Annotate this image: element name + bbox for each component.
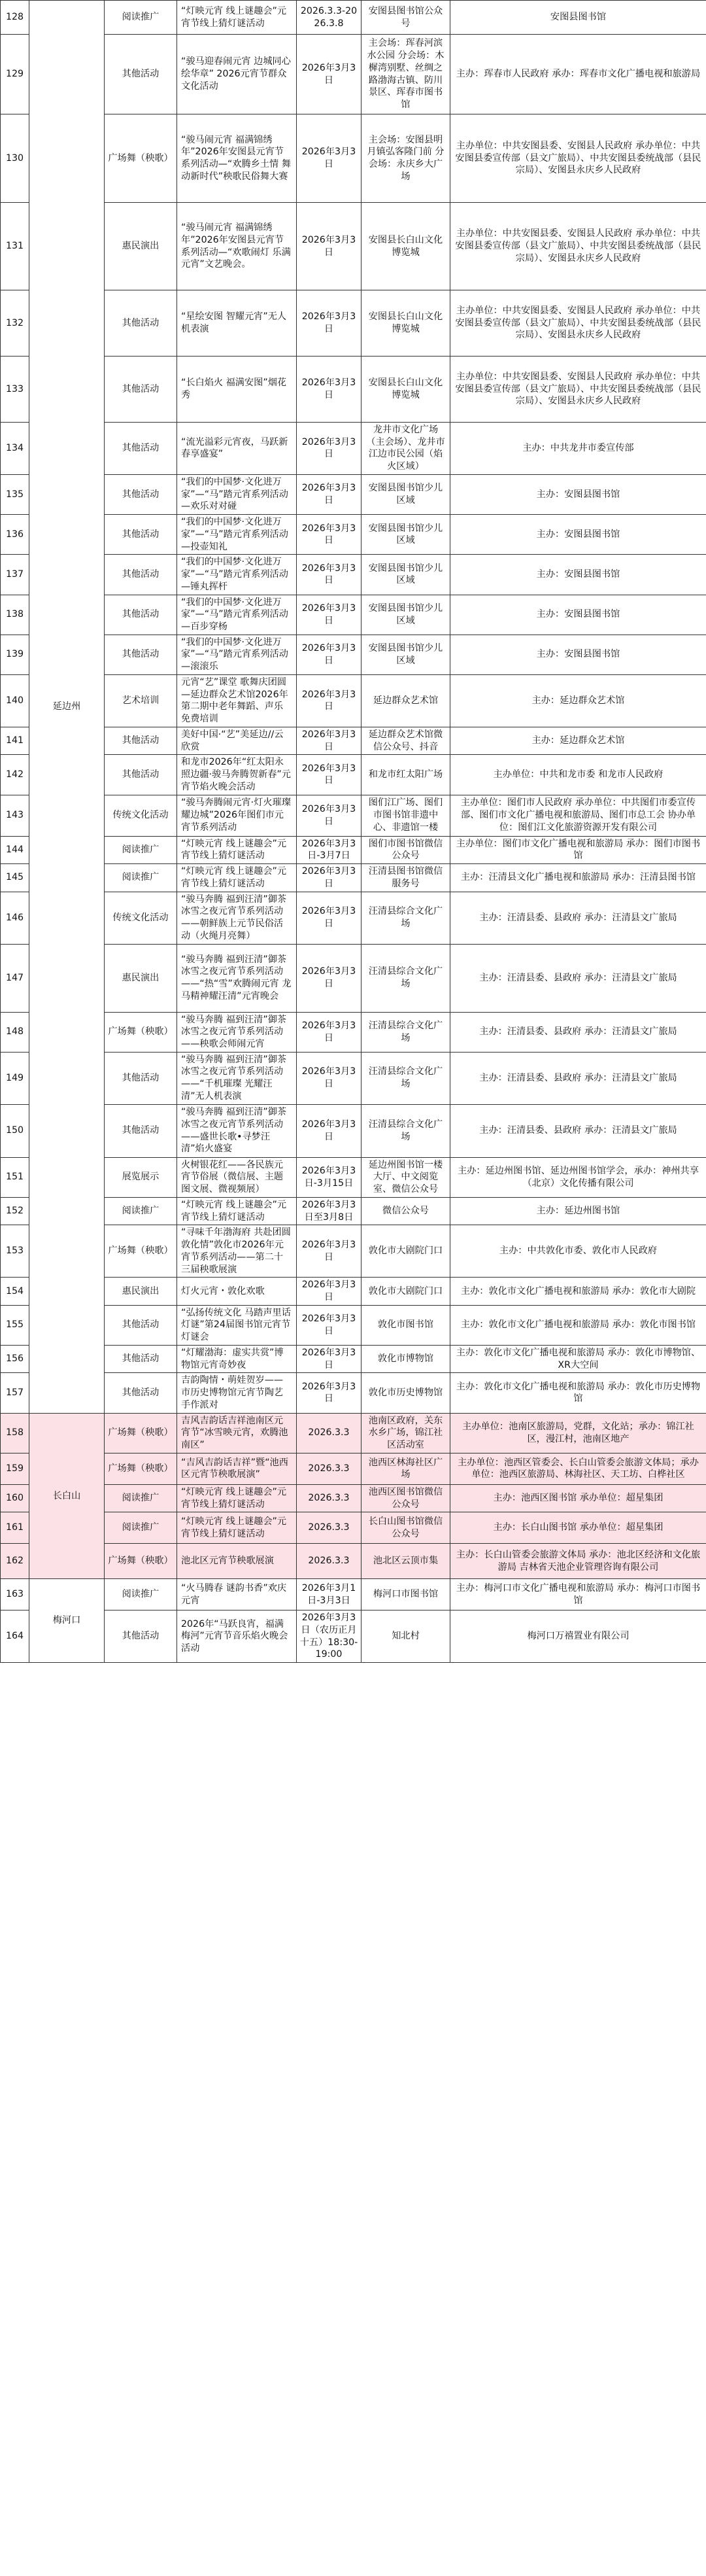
activity-date: 2026年3月3日 bbox=[297, 795, 361, 836]
row-number: 140 bbox=[1, 674, 29, 727]
activity-name: “灯映元宵 线上谜趣会”元宵节线上猜灯谜活动 bbox=[177, 864, 297, 892]
activity-date: 2026年3月3日 bbox=[297, 474, 361, 514]
activity-type: 阅读推广 bbox=[105, 1579, 177, 1610]
activity-date: 2026年3月3日-3月7日 bbox=[297, 836, 361, 863]
activity-name: “我们的中国梦·文化进万家”—“马”踏元宵系列活动—锤丸挥杆 bbox=[177, 555, 297, 595]
activity-type: 惠民演出 bbox=[105, 203, 177, 290]
row-number: 159 bbox=[1, 1453, 29, 1484]
row-number: 146 bbox=[1, 892, 29, 944]
activity-name: “骏马闹元宵 福满锦绣年”2026年安图县元宵节系列活动—“欢歌闹灯 乐满元宵”文艺晚会。 bbox=[177, 203, 297, 290]
activity-location: 池西区图书馆微信公众号 bbox=[361, 1484, 450, 1512]
activity-type: 其他活动 bbox=[105, 1305, 177, 1345]
activity-name: 吉风吉韵话吉祥池南区元宵节“冰雪映元宵，欢腾池南区” bbox=[177, 1413, 297, 1453]
activity-name: 美好中国·“艺”美延边//云欣赏 bbox=[177, 727, 297, 754]
activity-type: 广场舞（秧歌） bbox=[105, 114, 177, 203]
activity-type: 阅读推广 bbox=[105, 1197, 177, 1225]
activity-name: “骏马奔腾 福到汪清”御茶冰雪之夜元宵节系列活动——“千机璀璨 光耀汪清”无人机表演 bbox=[177, 1052, 297, 1104]
organizer: 主办：汪清县委、县政府 承办：汪清县文广旅局 bbox=[450, 1012, 706, 1052]
activity-type: 其他活动 bbox=[105, 515, 177, 555]
row-number: 161 bbox=[1, 1512, 29, 1544]
activity-date: 2026.3.3 bbox=[297, 1544, 361, 1579]
activity-name: 吉韵陶情・萌娃贺岁——市历史博物馆元宵节陶艺手作派对 bbox=[177, 1373, 297, 1413]
activity-type: 广场舞（秧歌） bbox=[105, 1012, 177, 1052]
organizer: 主办单位：中共安图县委、安图县人民政府 承办单位：中共安图县委宣传部（县文广旅局）、中共安图县委统战部（县民宗局）、安图县永庆乡人民政府 bbox=[450, 203, 706, 290]
activity-location: 敦化市大剧院门口 bbox=[361, 1225, 450, 1278]
activity-name: “骏马奔腾 福到汪清”御茶冰雪之夜元宵节系列活动——朝鲜族上元节民俗活动（火绳月亮舞） bbox=[177, 892, 297, 944]
table-row bbox=[1, 1345, 706, 1372]
organizer: 主办：池西区图书馆 承办单位：超星集团 bbox=[450, 1484, 706, 1512]
activity-location: 池西区林海社区广场 bbox=[361, 1453, 450, 1484]
activity-type: 其他活动 bbox=[105, 755, 177, 795]
activity-type: 其他活动 bbox=[105, 35, 177, 114]
organizer: 主办：安图县图书馆 bbox=[450, 515, 706, 555]
organizer: 梅河口万禧置业有限公司 bbox=[450, 1610, 706, 1663]
activity-location: 安图县图书馆少儿区域 bbox=[361, 474, 450, 514]
activity-type: 其他活动 bbox=[105, 555, 177, 595]
table-row bbox=[1, 515, 706, 555]
activity-location: 池南区政府，关东水乡广场，锦江社区活动室 bbox=[361, 1413, 450, 1453]
activity-date: 2026年3月3日 bbox=[297, 727, 361, 754]
activity-location: 龙井市文化广场（主会场）、龙井市江边市民公园（焰火区域） bbox=[361, 423, 450, 475]
organizer: 主办：汪清县委、县政府 承办：汪清县文广旅局 bbox=[450, 944, 706, 1012]
activity-type: 阅读推广 bbox=[105, 1484, 177, 1512]
activity-location: 延边群众艺术馆 bbox=[361, 674, 450, 727]
activity-location: 长白山图书馆微信公众号 bbox=[361, 1512, 450, 1544]
activity-location: 安图县图书馆少儿区域 bbox=[361, 595, 450, 635]
activity-name: “灯映元宵 线上谜趣会”元宵节线上猜灯谜活动 bbox=[177, 1197, 297, 1225]
organizer: 主办：长白山图书馆 承办单位：超星集团 bbox=[450, 1512, 706, 1544]
row-number: 130 bbox=[1, 114, 29, 203]
activity-type: 其他活动 bbox=[105, 1104, 177, 1157]
activity-date: 2026.3.3 bbox=[297, 1484, 361, 1512]
table-row bbox=[1, 203, 706, 290]
activity-name: 池北区元宵节秧歌展演 bbox=[177, 1544, 297, 1579]
row-number: 139 bbox=[1, 635, 29, 674]
table-row bbox=[1, 595, 706, 635]
activity-name: “灯映元宵 线上谜趣会”元宵节线上猜灯谜活动 bbox=[177, 1512, 297, 1544]
region-cell: 梅河口 bbox=[29, 1579, 105, 1663]
row-number: 158 bbox=[1, 1413, 29, 1453]
activity-name: “火马腾春 谜韵书香”欢庆元宵 bbox=[177, 1579, 297, 1610]
activity-type: 展览展示 bbox=[105, 1157, 177, 1197]
activity-name: “寻味千年渤海府 共赴团圆敦化情”敦化市2026年元宵节系列活动——第二十三届秧歌展演 bbox=[177, 1225, 297, 1278]
row-number: 145 bbox=[1, 864, 29, 892]
table-row bbox=[1, 795, 706, 836]
organizer: 主办单位：图们市人民政府 承办单位：中共图们市委宣传部、图们市文化广播电视和旅游局、图们市总工会 协办单位：图们江文化旅游资源开发有限公司 bbox=[450, 795, 706, 836]
activity-location: 安图县图书馆少儿区域 bbox=[361, 635, 450, 674]
activity-date: 2026年3月3日 bbox=[297, 290, 361, 357]
activity-type: 惠民演出 bbox=[105, 1278, 177, 1305]
activity-type: 阅读推广 bbox=[105, 1512, 177, 1544]
activity-date: 2026年3月3日 bbox=[297, 1052, 361, 1104]
activity-name: “骏马闹元宵 福满锦绣年”2026年安图县元宵节系列活动—“欢腾乡土情 舞动新时代”秧歌民俗舞大赛 bbox=[177, 114, 297, 203]
activity-date: 2026年3月3日 bbox=[297, 555, 361, 595]
activity-location: 安图县图书馆公众号 bbox=[361, 1, 450, 35]
activity-location: 敦化市大剧院门口 bbox=[361, 1278, 450, 1305]
activity-date: 2026年3月1日-3月3日 bbox=[297, 1579, 361, 1610]
row-number: 142 bbox=[1, 755, 29, 795]
row-number: 137 bbox=[1, 555, 29, 595]
activity-location: 敦化市图书馆 bbox=[361, 1305, 450, 1345]
activity-date: 2026年3月3日 bbox=[297, 1225, 361, 1278]
row-number: 143 bbox=[1, 795, 29, 836]
activity-type: 传统文化活动 bbox=[105, 892, 177, 944]
activity-location: 汪清县综合文化广场 bbox=[361, 1104, 450, 1157]
table-row bbox=[1, 474, 706, 514]
activity-name: 元宵“艺”课堂 歌舞庆团圆—延边群众艺术馆2026年第二期中老年舞蹈、声乐免费培训 bbox=[177, 674, 297, 727]
activity-type: 其他活动 bbox=[105, 635, 177, 674]
row-number: 162 bbox=[1, 1544, 29, 1579]
table-row bbox=[1, 1413, 706, 1453]
table-row bbox=[1, 1, 706, 35]
activity-date: 2026年3月3日（农历正月十五）18:30-19:00 bbox=[297, 1610, 361, 1663]
activity-location: 敦化市历史博物馆 bbox=[361, 1373, 450, 1413]
activity-location: 主会场：珲春河滨水公园 分会场：木樨湾别墅、丝绸之路渤海古镇、防川景区、珲春市图书馆 bbox=[361, 35, 450, 114]
organizer: 主办单位：池南区旅游局，党群，文化站；承办：锦江社区，漫江村，池南区地产 bbox=[450, 1413, 706, 1453]
activity-date: 2026年3月3日 bbox=[297, 35, 361, 114]
activity-location: 敦化市博物馆 bbox=[361, 1345, 450, 1372]
row-number: 160 bbox=[1, 1484, 29, 1512]
activity-date: 2026年3月3日 bbox=[297, 203, 361, 290]
row-number: 132 bbox=[1, 290, 29, 357]
activity-type: 阅读推广 bbox=[105, 1, 177, 35]
activity-date: 2026.3.3 bbox=[297, 1413, 361, 1453]
table-row bbox=[1, 1278, 706, 1305]
table-row bbox=[1, 1012, 706, 1052]
activity-type: 其他活动 bbox=[105, 1610, 177, 1663]
activity-name: “灯耀渤海：虚实共赏”博物馆元宵奇妙夜 bbox=[177, 1345, 297, 1372]
activity-date: 2026年3月3日 bbox=[297, 423, 361, 475]
activity-date: 2026年3月3日 bbox=[297, 635, 361, 674]
activity-date: 2026年3月3日 bbox=[297, 595, 361, 635]
region-cell: 长白山 bbox=[29, 1413, 105, 1579]
activity-type: 艺术培训 bbox=[105, 674, 177, 727]
table-row bbox=[1, 755, 706, 795]
table-row bbox=[1, 1197, 706, 1225]
organizer: 主办：延边州图书馆 bbox=[450, 1197, 706, 1225]
activity-name: “弘扬传统文化 马踏声里话灯谜”第24届图书馆元宵节灯谜会 bbox=[177, 1305, 297, 1345]
organizer: 主办：长白山管委会旅游文体局 承办：池北区经济和文化旅游局 吉林省天池企业管理咨询有限公司 bbox=[450, 1544, 706, 1579]
activity-type: 传统文化活动 bbox=[105, 795, 177, 836]
activity-date: 2026年3月3日 bbox=[297, 1012, 361, 1052]
organizer: 主办：安图县图书馆 bbox=[450, 635, 706, 674]
activity-name: “骏马奔腾 福到汪清”御茶冰雪之夜元宵节系列活动——秧歌会师闹元宵 bbox=[177, 1012, 297, 1052]
row-number: 131 bbox=[1, 203, 29, 290]
activity-location: 梅河口市图书馆 bbox=[361, 1579, 450, 1610]
activity-location: 汪清县综合文化广场 bbox=[361, 1012, 450, 1052]
activity-date: 2026.3.3 bbox=[297, 1453, 361, 1484]
organizer: 主办单位：中共安图县委、安图县人民政府 承办单位：中共安图县委宣传部（县文广旅局）、中共安图县委统战部（县民宗局）、安图县永庆乡人民政府 bbox=[450, 290, 706, 357]
row-number: 129 bbox=[1, 35, 29, 114]
activity-name: “骏马迎春闹元宵 边城同心绘华章” 2026元宵节群众文化活动 bbox=[177, 35, 297, 114]
activity-location: 主会场：安图县明月镇弘客隆门前 分会场：永庆乡大广场 bbox=[361, 114, 450, 203]
activity-location: 图们市图书馆微信公众号 bbox=[361, 836, 450, 863]
activity-name: “灯映元宵 线上谜趣会”元宵节线上猜灯谜活动 bbox=[177, 836, 297, 863]
organizer: 主办：安图县图书馆 bbox=[450, 474, 706, 514]
activity-name: “我们的中国梦·文化进万家”—“马”踏元宵系列活动—滚滚乐 bbox=[177, 635, 297, 674]
table-row bbox=[1, 674, 706, 727]
activity-date: 2026年3月3日 bbox=[297, 357, 361, 423]
activity-location: 汪清县综合文化广场 bbox=[361, 944, 450, 1012]
activity-location: 图们江广场、图们市图书馆非遗中心、非遗馆一楼 bbox=[361, 795, 450, 836]
region-cell: 延边州 bbox=[29, 1, 105, 1414]
organizer: 主办：敦化市文化广播电视和旅游局 承办：敦化市历史博物馆 bbox=[450, 1373, 706, 1413]
table-row bbox=[1, 1157, 706, 1197]
activity-type: 阅读推广 bbox=[105, 864, 177, 892]
table-row bbox=[1, 1305, 706, 1345]
activity-date: 2026年3月3日 bbox=[297, 674, 361, 727]
activity-location: 安图县长白山文化博览城 bbox=[361, 357, 450, 423]
activity-date: 2026年3月3日 bbox=[297, 515, 361, 555]
row-number: 128 bbox=[1, 1, 29, 35]
activity-date: 2026年3月3日 bbox=[297, 114, 361, 203]
activity-name: “我们的中国梦·文化进万家”—“马”踏元宵系列活动—欢乐对对碰 bbox=[177, 474, 297, 514]
row-number: 135 bbox=[1, 474, 29, 514]
activity-type: 其他活动 bbox=[105, 423, 177, 475]
organizer: 主办：汪清县委、县政府 承办：汪清县文广旅局 bbox=[450, 1104, 706, 1157]
table-row bbox=[1, 1453, 706, 1484]
activity-name: “我们的中国梦·文化进万家”—“马”踏元宵系列活动—百步穿杨 bbox=[177, 595, 297, 635]
table-row bbox=[1, 1512, 706, 1544]
table-row bbox=[1, 1225, 706, 1278]
activity-type: 其他活动 bbox=[105, 1373, 177, 1413]
activity-type: 广场舞（秧歌） bbox=[105, 1453, 177, 1484]
table-row bbox=[1, 1610, 706, 1663]
organizer: 安图县图书馆 bbox=[450, 1, 706, 35]
organizer: 主办：延边群众艺术馆 bbox=[450, 727, 706, 754]
row-number: 150 bbox=[1, 1104, 29, 1157]
activity-location: 延边群众艺术馆微信公众号、抖音 bbox=[361, 727, 450, 754]
activity-date: 2026年3月3日 bbox=[297, 755, 361, 795]
activity-location: 汪清县图书馆微信服务号 bbox=[361, 864, 450, 892]
table-row bbox=[1, 892, 706, 944]
row-number: 163 bbox=[1, 1579, 29, 1610]
row-number: 156 bbox=[1, 1345, 29, 1372]
activity-date: 2026年3月3日至3月8日 bbox=[297, 1197, 361, 1225]
table-row bbox=[1, 1484, 706, 1512]
row-number: 153 bbox=[1, 1225, 29, 1278]
activity-type: 阅读推广 bbox=[105, 836, 177, 863]
organizer: 主办：敦化市文化广播电视和旅游局 承办：敦化市大剧院 bbox=[450, 1278, 706, 1305]
activity-location: 安图县图书馆少儿区域 bbox=[361, 555, 450, 595]
activity-name: “骏马奔腾 福到汪清”御茶冰雪之夜元宵节系列活动——盛世长歌•寻梦汪清”焰火盛宴 bbox=[177, 1104, 297, 1157]
table-row bbox=[1, 357, 706, 423]
table-row bbox=[1, 555, 706, 595]
row-number: 152 bbox=[1, 1197, 29, 1225]
row-number: 133 bbox=[1, 357, 29, 423]
row-number: 157 bbox=[1, 1373, 29, 1413]
activity-name: “长白焰火 福满安图”烟花秀 bbox=[177, 357, 297, 423]
table-row bbox=[1, 1373, 706, 1413]
table-row bbox=[1, 836, 706, 863]
row-number: 134 bbox=[1, 423, 29, 475]
table-row bbox=[1, 1544, 706, 1579]
table-row bbox=[1, 1579, 706, 1610]
table-row bbox=[1, 864, 706, 892]
organizer: 主办单位：中共安图县委、安图县人民政府 承办单位：中共安图县委宣传部（县文广旅局）、中共安图县委统战部（县民宗局）、安图县永庆乡人民政府 bbox=[450, 114, 706, 203]
activity-type: 广场舞（秧歌） bbox=[105, 1225, 177, 1278]
organizer: 主办：延边群众艺术馆 bbox=[450, 674, 706, 727]
activity-date: 2026年3月3日 bbox=[297, 1278, 361, 1305]
activity-name: “吉风吉韵话吉祥”暨“池西区元宵节秧歌展演” bbox=[177, 1453, 297, 1484]
row-number: 154 bbox=[1, 1278, 29, 1305]
row-number: 136 bbox=[1, 515, 29, 555]
activity-date: 2026年3月3日 bbox=[297, 1305, 361, 1345]
activity-type: 其他活动 bbox=[105, 357, 177, 423]
activity-type: 广场舞（秧歌） bbox=[105, 1544, 177, 1579]
row-number: 144 bbox=[1, 836, 29, 863]
organizer: 主办单位：池西区管委会、长白山管委会旅游文体局；承办单位：池西区旅游局、林海社区、天工坊、白桦社区 bbox=[450, 1453, 706, 1484]
activity-type: 其他活动 bbox=[105, 474, 177, 514]
activity-name: “骏马奔腾闹元宵·灯火璀璨耀边城”2026年图们市元宵节系列活动 bbox=[177, 795, 297, 836]
organizer: 主办单位：图们市文化广播电视和旅游局 承办：图们市图书馆 bbox=[450, 836, 706, 863]
activity-location: 汪清县综合文化广场 bbox=[361, 892, 450, 944]
activity-type: 惠民演出 bbox=[105, 944, 177, 1012]
organizer: 主办：中共龙井市委宣传部 bbox=[450, 423, 706, 475]
activity-date: 2026.3.3-2026.3.8 bbox=[297, 1, 361, 35]
activity-type: 其他活动 bbox=[105, 1345, 177, 1372]
row-number: 138 bbox=[1, 595, 29, 635]
table-row bbox=[1, 35, 706, 114]
organizer: 主办：汪清县委、县政府 承办：汪清县文广旅局 bbox=[450, 892, 706, 944]
table-row bbox=[1, 944, 706, 1012]
activity-name: “灯映元宵 线上谜趣会”元宵节线上猜灯谜活动 bbox=[177, 1484, 297, 1512]
activity-date: 2026年3月3日 bbox=[297, 892, 361, 944]
activity-name: “骏马奔腾 福到汪清”御茶冰雪之夜元宵节系列活动——“热“雪”欢腾闹元宵 龙马精神耀汪清”元宵晚会 bbox=[177, 944, 297, 1012]
row-number: 147 bbox=[1, 944, 29, 1012]
activity-date: 2026年3月3日 bbox=[297, 944, 361, 1012]
activity-type: 其他活动 bbox=[105, 727, 177, 754]
activity-type: 其他活动 bbox=[105, 595, 177, 635]
row-number: 151 bbox=[1, 1157, 29, 1197]
activity-type: 广场舞（秧歌） bbox=[105, 1413, 177, 1453]
table-row bbox=[1, 114, 706, 203]
organizer: 主办：梅河口市文化广播电视和旅游局 承办：梅河口市图书馆 bbox=[450, 1579, 706, 1610]
activity-date: 2026年3月3日 bbox=[297, 1345, 361, 1372]
activity-location: 汪清县综合文化广场 bbox=[361, 1052, 450, 1104]
activity-type: 其他活动 bbox=[105, 290, 177, 357]
activity-type: 其他活动 bbox=[105, 1052, 177, 1104]
activity-date: 2026年3月3日 bbox=[297, 1104, 361, 1157]
organizer: 主办：珲春市人民政府 承办：珲春市文化广播电视和旅游局 bbox=[450, 35, 706, 114]
activity-date: 2026年3月3日-3月15日 bbox=[297, 1157, 361, 1197]
organizer: 主办单位：中共安图县委、安图县人民政府 承办单位：中共安图县委宣传部（县文广旅局）、中共安图县委统战部（县民宗局）、安图县永庆乡人民政府 bbox=[450, 357, 706, 423]
row-number: 148 bbox=[1, 1012, 29, 1052]
activity-date: 2026年3月3日 bbox=[297, 1373, 361, 1413]
organizer: 主办：敦化市文化广播电视和旅游局 承办：敦化市博物馆、XR大空间 bbox=[450, 1345, 706, 1372]
activity-location: 安图县长白山文化博览城 bbox=[361, 290, 450, 357]
activity-date: 2026.3.3 bbox=[297, 1512, 361, 1544]
activity-name: “我们的中国梦·文化进万家”—“马”踏元宵系列活动—投壶知礼 bbox=[177, 515, 297, 555]
table-row bbox=[1, 1104, 706, 1157]
activity-name: “流光溢彩元宵夜，马跃新春享盛宴” bbox=[177, 423, 297, 475]
activity-name: 和龙市2026年“红太阳永照边疆·骏马奔腾贺新春”元宵节焰火晚会活动 bbox=[177, 755, 297, 795]
activity-location: 安图县图书馆少儿区域 bbox=[361, 515, 450, 555]
row-number: 155 bbox=[1, 1305, 29, 1345]
organizer: 主办：汪清县文化广播电视和旅游局 承办：汪清县图书馆 bbox=[450, 864, 706, 892]
row-number: 164 bbox=[1, 1610, 29, 1663]
organizer: 主办：安图县图书馆 bbox=[450, 595, 706, 635]
activity-name: “灯映元宵 线上谜趣会”元宵节线上猜灯谜活动 bbox=[177, 1, 297, 35]
activity-date: 2026年3月3日 bbox=[297, 864, 361, 892]
activity-location: 微信公众号 bbox=[361, 1197, 450, 1225]
organizer: 主办：中共敦化市委、敦化市人民政府 bbox=[450, 1225, 706, 1278]
activity-location: 和龙市红太阳广场 bbox=[361, 755, 450, 795]
organizer: 主办：敦化市文化广播电视和旅游局 承办：敦化市图书馆 bbox=[450, 1305, 706, 1345]
row-number: 149 bbox=[1, 1052, 29, 1104]
table-row bbox=[1, 635, 706, 674]
activity-location: 安图县长白山文化博览城 bbox=[361, 203, 450, 290]
organizer: 主办：安图县图书馆 bbox=[450, 555, 706, 595]
activity-location: 知北村 bbox=[361, 1610, 450, 1663]
table-row bbox=[1, 423, 706, 475]
table-row bbox=[1, 1052, 706, 1104]
activity-name: “星绘安图 智耀元宵”无人机表演 bbox=[177, 290, 297, 357]
organizer: 主办：汪清县委、县政府 承办：汪清县文广旅局 bbox=[450, 1052, 706, 1104]
activity-location: 延边州图书馆一楼大厅、中文阅览室、微信公众号 bbox=[361, 1157, 450, 1197]
table-row bbox=[1, 290, 706, 357]
organizer: 主办：延边州图书馆、延边州图书馆学会，承办：神州共享（北京）文化传播有限公司 bbox=[450, 1157, 706, 1197]
organizer: 主办单位：中共和龙市委 和龙市人民政府 bbox=[450, 755, 706, 795]
row-number: 141 bbox=[1, 727, 29, 754]
activity-location: 池北区云顶市集 bbox=[361, 1544, 450, 1579]
activity-name: 2026年“马跃良宵，福满梅河”元宵节音乐焰火晚会活动 bbox=[177, 1610, 297, 1663]
activity-name: 火树银花红——各民族元宵节俗展（微信展、主题图文展、微视频展） bbox=[177, 1157, 297, 1197]
table-row bbox=[1, 727, 706, 754]
activity-name: 灯火元宵・敦化欢歌 bbox=[177, 1278, 297, 1305]
